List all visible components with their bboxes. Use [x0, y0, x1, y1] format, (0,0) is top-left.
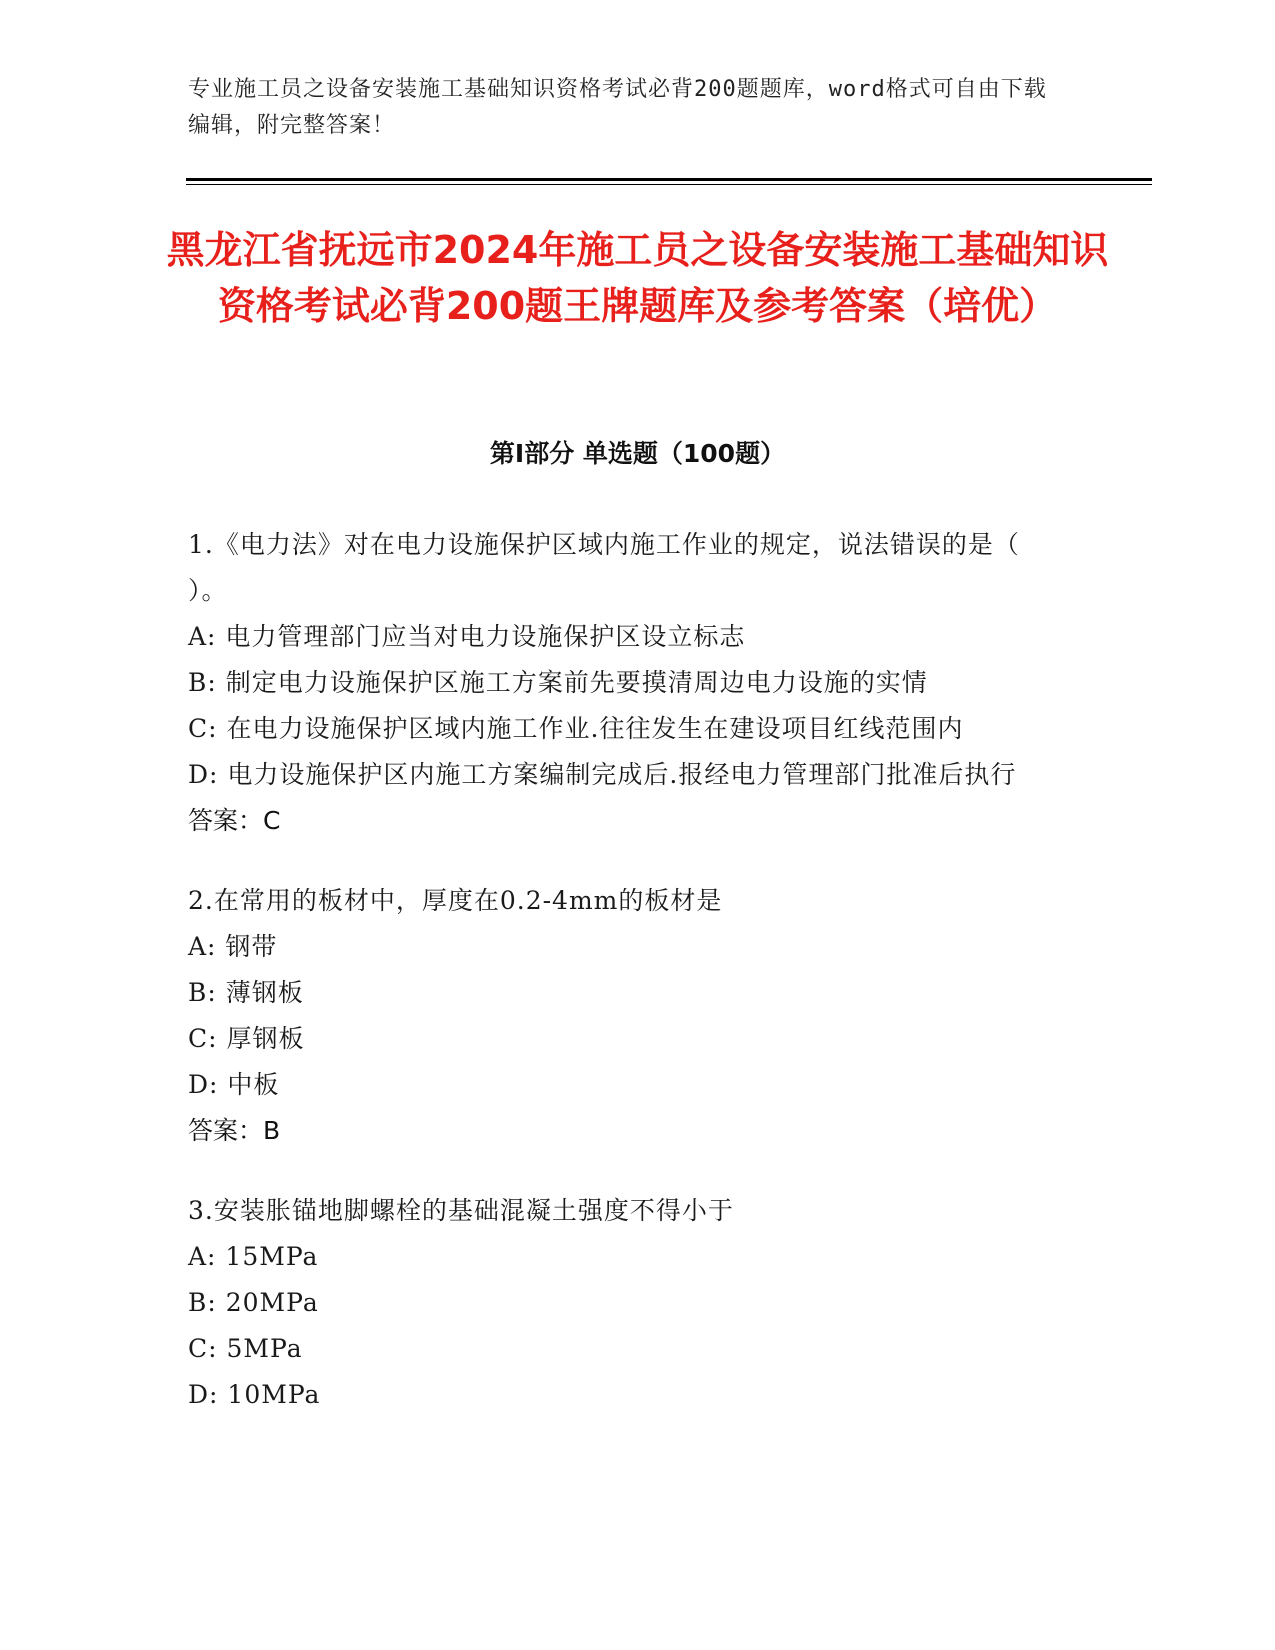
- option-d: D: 中板: [188, 1070, 280, 1099]
- option-b: B: 制定电力设施保护区施工方案前先要摸清周边电力设施的实情: [188, 668, 928, 697]
- option-d: D: 电力设施保护区内施工方案编制完成后.报经电力管理部门批准后执行: [188, 760, 1017, 789]
- answer: 答案：C: [188, 806, 281, 835]
- answer: 答案：B: [188, 1116, 281, 1145]
- option-a: A: 电力管理部门应当对电力设施保护区设立标志: [188, 622, 746, 651]
- question-2: [188, 878, 1068, 1154]
- header-divider-thin: [186, 184, 1152, 185]
- option-c: C: 在电力设施保护区域内施工作业.往往发生在建设项目红线范围内: [188, 714, 964, 743]
- header-note: 专业施工员之设备安装施工基础知识资格考试必背200题题库，word格式可自由下载编辑，附完整答案！: [188, 77, 1047, 138]
- question-1: [188, 522, 1068, 844]
- option-c: C: 厚钢板: [188, 1024, 305, 1053]
- section-heading: 第Ⅰ部分 单选题（100题）: [489, 439, 786, 468]
- option-a: A: 钢带: [188, 932, 278, 961]
- option-c: C: 5MPa: [188, 1334, 303, 1363]
- question-3: [188, 1188, 1068, 1418]
- option-b: B: 20MPa: [188, 1288, 319, 1317]
- question-text: 1.《电力法》对在电力设施保护区域内施工作业的规定，说法错误的是（ ）。: [188, 530, 1020, 605]
- option-d: D: 10MPa: [188, 1380, 321, 1409]
- question-list: [188, 522, 1068, 1452]
- document-title: 黑龙江省抚远市2024年施工员之设备安装施工基础知识资格考试必背200题王牌题库及参考答案（培优）: [166, 228, 1109, 328]
- header-divider-thick: [186, 178, 1152, 181]
- question-text: 3.安装胀锚地脚螺栓的基础混凝土强度不得小于: [188, 1196, 734, 1225]
- option-a: A: 15MPa: [188, 1242, 319, 1271]
- question-text: 2.在常用的板材中，厚度在0.2-4mm的板材是: [188, 886, 723, 915]
- option-b: B: 薄钢板: [188, 978, 304, 1007]
